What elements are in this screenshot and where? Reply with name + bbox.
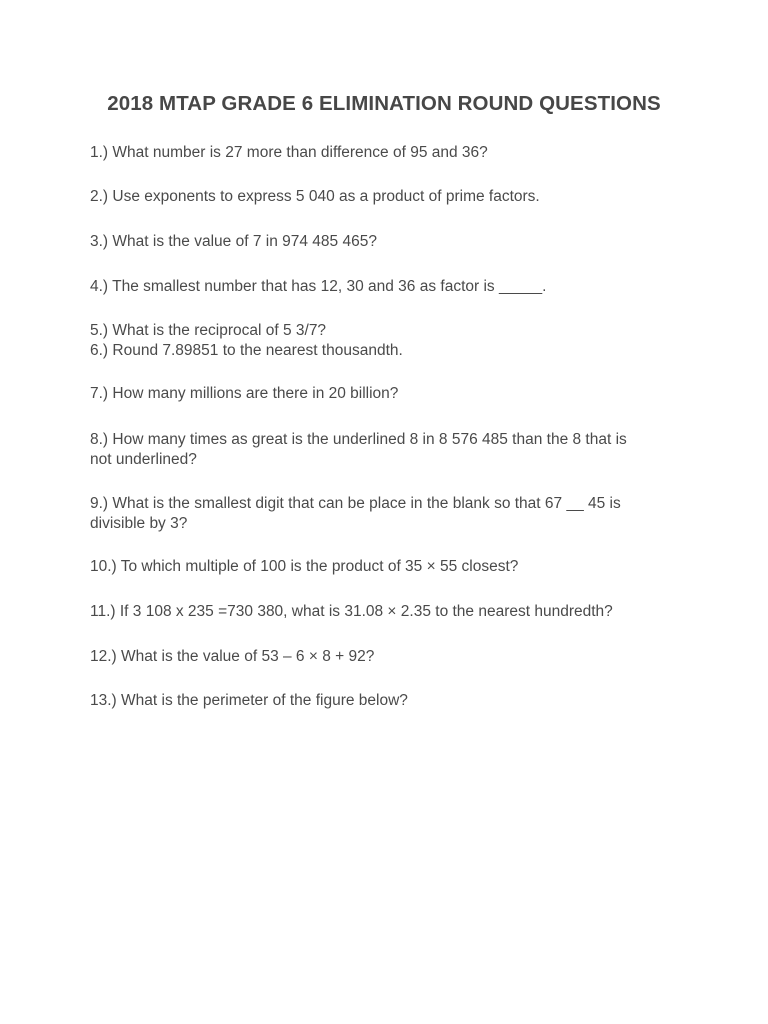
question-text: 11.) If 3 108 x 235 =730 380, what is 31.08 × 2.35 to the nearest hundredth? [90,603,613,620]
question-text: 13.) What is the perimeter of the figure below? [90,692,408,709]
question-text: 12.) What is the value of 53 – 6 × 8 + 92? [90,648,375,665]
question-text-continued: not underlined? [90,451,197,468]
question-3 [90,232,690,252]
question-12 [90,647,690,667]
question-text: 8.) How many times as great is the underlined 8 in 8 576 485 than the 8 that is [90,431,627,448]
question-text: 2.) Use exponents to express 5 040 as a product of prime factors. [90,188,540,205]
question-text: 7.) How many millions are there in 20 billion? [90,385,399,402]
question-text: 9.) What is the smallest digit that can be place in the blank so that 67 __ 45 is [90,495,621,512]
question-text: 5.) What is the reciprocal of 5 3/7? [90,322,327,339]
question-text: 6.) Round 7.89851 to the nearest thousandth. [90,342,403,359]
question-9 [90,494,690,534]
question-7 [90,384,690,404]
question-text: 10.) To which multiple of 100 is the product of 35 × 55 closest? [90,558,519,575]
question-1 [90,143,690,163]
question-text: 3.) What is the value of 7 in 974 485 465? [90,233,377,250]
question-2 [90,187,690,207]
question-text: 1.) What number is 27 more than difference of 95 and 36? [90,144,488,161]
question-10 [90,557,690,577]
document-title: 2018 MTAP GRADE 6 ELIMINATION ROUND QUESTIONS [107,92,661,115]
question-text: 4.) The smallest number that has 12, 30 and 36 as factor is _____. [90,278,547,295]
question-5 [90,321,690,341]
question-8 [90,430,690,470]
question-13 [90,691,690,711]
question-11 [90,602,690,622]
question-6 [90,341,690,361]
question-4 [90,277,690,297]
question-text-continued: divisible by 3? [90,515,188,532]
